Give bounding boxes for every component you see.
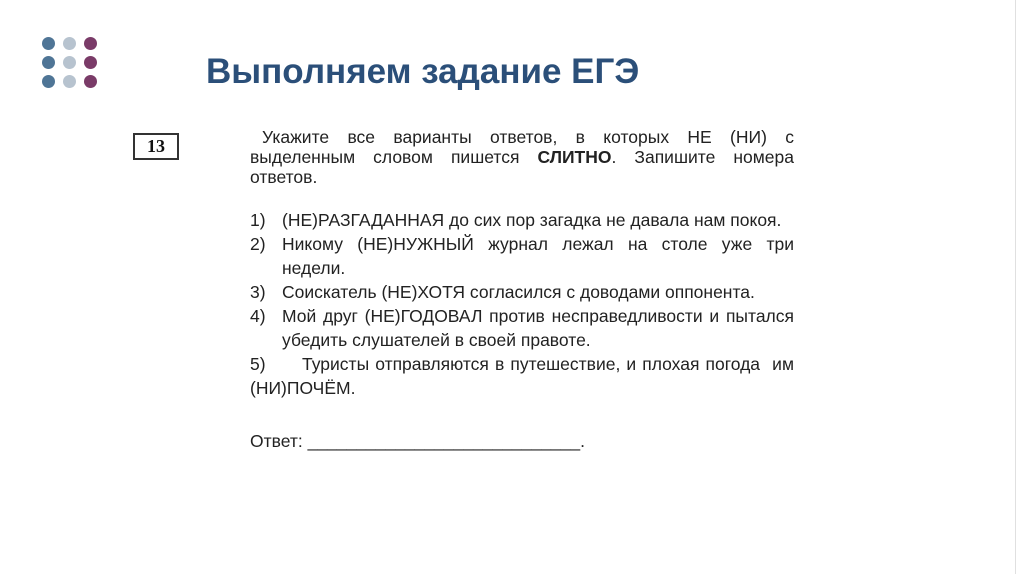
dot-icon [63, 56, 76, 69]
task-content [250, 127, 799, 451]
task-number-box: 13 [133, 133, 179, 160]
task-instruction [250, 127, 794, 187]
answer-line: Ответ: ____________________________. [250, 431, 585, 451]
dot-icon [42, 37, 55, 50]
dot-icon [84, 75, 97, 88]
dot-icon [84, 37, 97, 50]
slide-title: Выполняем задание ЕГЭ [206, 52, 640, 91]
option-number: 2) [250, 234, 266, 254]
dot-icon [42, 56, 55, 69]
instruction-emphasis: СЛИТНО [537, 147, 612, 167]
slide-edge [1015, 0, 1016, 574]
option-text: Соискатель (НЕ)ХОТЯ согласился с доводами оппонента. [282, 282, 755, 302]
option-text: Мой друг (НЕ)ГОДОВАЛ против несправедливости и пытался убедить слушателей в своей правоте. [282, 306, 794, 350]
option-number: 1) [250, 210, 266, 230]
instruction-text-end: . Запишите номера ответов. [250, 147, 794, 187]
option-text: Никому (НЕ)НУЖНЫЙ журнал лежал на столе уже три недели. [282, 234, 794, 278]
instruction-text: Укажите все варианты ответов, в которых НЕ (НИ) с выделенным словом пишется [250, 127, 794, 167]
decorative-dots [42, 37, 100, 92]
answer-option: 5) Туристы отправляются в путешествие, и плохая погода им (НИ)ПОЧЁМ. [250, 354, 799, 398]
answer-option [250, 304, 794, 352]
answer-option [250, 280, 794, 304]
answer-option [250, 232, 794, 280]
dot-icon [63, 37, 76, 50]
dot-icon [42, 75, 55, 88]
dot-icon [84, 56, 97, 69]
option-number: 4) [250, 306, 266, 326]
answer-option [250, 208, 794, 232]
answer-options [250, 208, 799, 400]
dot-icon [63, 75, 76, 88]
option-text: (НЕ)РАЗГАДАННАЯ до сих пор загадка не давала нам покоя. [282, 210, 782, 230]
option-number: 3) [250, 282, 266, 302]
